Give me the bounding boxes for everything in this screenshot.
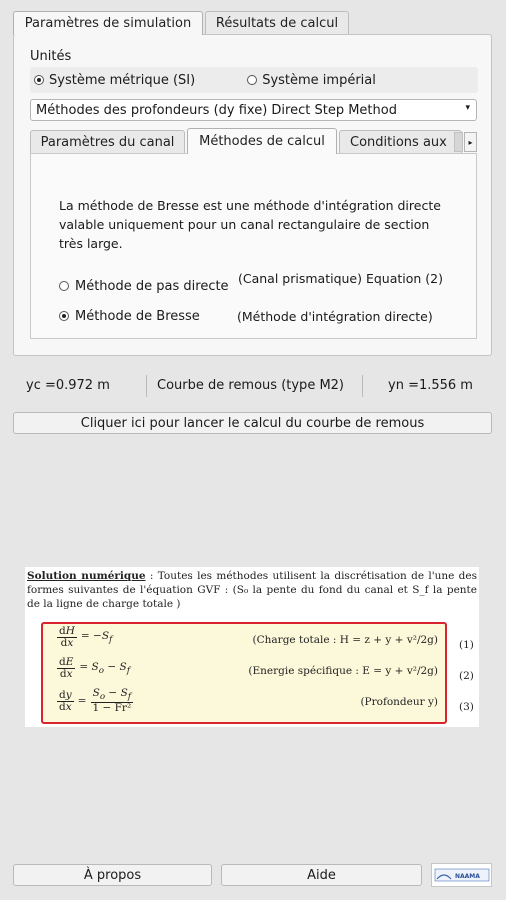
- method-select[interactable]: [30, 99, 477, 121]
- university-logo: [431, 863, 492, 887]
- solution-body: : Toutes les méthodes utilisent la discrétisation de l'une des formes suivantes de l'équation GVF : (S₀ la pente du fond du canal et S_f la pente de la ligne de charge totale ): [27, 570, 477, 610]
- radio-bresse-indicator[interactable]: [59, 311, 69, 321]
- about-button-label: À propos: [83, 867, 142, 883]
- equation-1-note: (Charge totale : H = z + y + v²/2g): [252, 634, 438, 646]
- equation-3: $\frac{dy}{dx}$ = $\frac{S_o - S_f}{\text{1 − Fr²}}$: [59, 687, 132, 715]
- divider: [362, 375, 363, 397]
- help-button-label: Aide: [307, 867, 336, 883]
- equation-3-number: (3): [459, 701, 474, 713]
- solution-heading: Solution numérique: [27, 570, 146, 582]
- tab-simulation-parameters[interactable]: [13, 11, 203, 35]
- help-button[interactable]: [221, 864, 422, 886]
- equation-1-number: (1): [459, 639, 474, 651]
- launch-calculation-button[interactable]: [13, 412, 492, 434]
- radio-si[interactable]: [34, 73, 195, 88]
- about-button[interactable]: [13, 864, 212, 886]
- divider: [146, 375, 147, 397]
- equation-2: $\frac{dE}{dx}$ = $S_o - S_f$: [59, 656, 130, 681]
- tab-boundary-conditions[interactable]: [339, 130, 462, 154]
- units-label: Unités: [30, 49, 72, 64]
- yn-value: yn =1.556 m: [388, 378, 473, 393]
- equation-3-note: (Profondeur y): [360, 696, 438, 708]
- methods-tab-content: [30, 153, 477, 339]
- logo-icon: [434, 866, 490, 884]
- chevron-down-icon: ▾: [465, 103, 470, 113]
- simulation-panel: [13, 34, 492, 356]
- option-bresse-note: (Méthode d'intégration directe): [237, 308, 433, 324]
- tab-calculation-methods[interactable]: [187, 128, 337, 154]
- tab-canal-parameters[interactable]: [30, 130, 185, 154]
- equations-box: [41, 622, 447, 724]
- curve-type: Courbe de remous (type M2): [157, 378, 345, 393]
- svg-text:NAAMA: NAAMA: [454, 873, 480, 880]
- radio-imperial[interactable]: [247, 73, 376, 88]
- option-bresse-label: Méthode de Bresse: [75, 308, 200, 324]
- option-bresse[interactable]: [59, 306, 469, 326]
- equation-1: $\frac{dH}{dx}$ = $-S_f$: [59, 625, 113, 650]
- equation-2-note: (Energie spécifique : E = y + v²/2g): [248, 665, 438, 677]
- equation-2-number: (2): [459, 670, 474, 682]
- solution-text: [27, 569, 477, 611]
- yc-value: yc =0.972 m: [26, 378, 110, 393]
- bresse-description: La méthode de Bresse est une méthode d'intégration directe valable uniquement pour un canal rectangulaire de section très large.: [59, 198, 441, 251]
- option-direct-step-note: (Canal prismatique) Equation (2): [238, 271, 443, 286]
- radio-si-indicator[interactable]: [34, 75, 44, 85]
- tab-canal-parameters-label: Paramètres du canal: [40, 135, 175, 150]
- tab-boundary-conditions-label: Conditions aux: [350, 135, 447, 150]
- launch-calculation-button-label: Cliquer ici pour lancer le calcul du courbe de remous: [80, 415, 425, 431]
- solution-figure: [25, 567, 479, 727]
- units-radio-group: [30, 67, 478, 93]
- radio-direct-step-indicator[interactable]: [59, 281, 69, 291]
- tabs-scroll-left[interactable]: [454, 132, 463, 152]
- tab-calculation-results-label: Résultats de calcul: [215, 16, 339, 31]
- radio-imperial-indicator[interactable]: [247, 75, 257, 85]
- option-direct-step-label: Méthode de pas directe: [75, 278, 229, 294]
- tab-simulation-parameters-label: Paramètres de simulation: [24, 16, 192, 31]
- radio-imperial-label: Système impérial: [262, 72, 376, 88]
- method-select-value: Méthodes des profondeurs (dy fixe) Direct Step Method: [36, 102, 397, 118]
- tabs-scroll-right-icon[interactable]: ▸: [464, 132, 477, 152]
- tab-calculation-methods-label: Méthodes de calcul: [199, 134, 325, 149]
- radio-si-label: Système métrique (SI): [49, 72, 196, 88]
- tab-calculation-results[interactable]: [205, 11, 349, 35]
